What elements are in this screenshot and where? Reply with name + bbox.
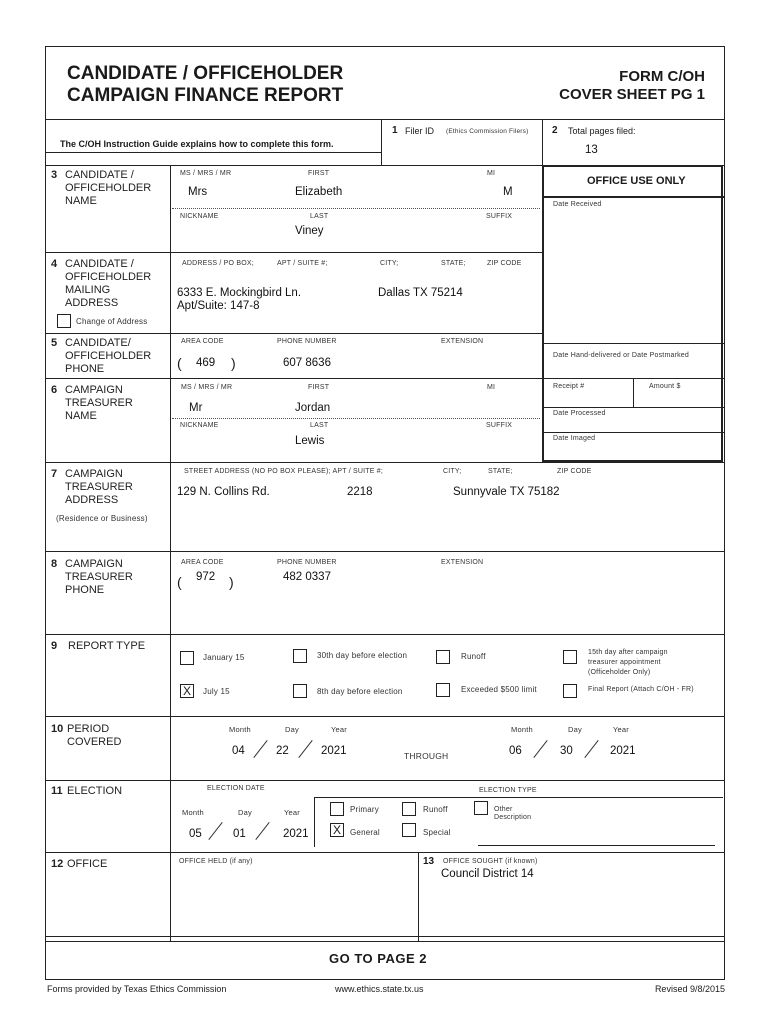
- july15-label: July 15: [203, 687, 230, 696]
- exceeded-checkbox[interactable]: [436, 683, 450, 697]
- receipt-label: Receipt #: [553, 383, 585, 390]
- s10-h-day-from: Day: [285, 725, 299, 734]
- s8-h-ext: EXTENSION: [441, 559, 484, 566]
- s3-prefix[interactable]: Mrs: [188, 186, 208, 198]
- s7-label-2: TREASURER: [65, 481, 133, 493]
- s7-h-zip: ZIP CODE: [557, 468, 592, 475]
- s7-num: 7: [51, 468, 58, 480]
- special-label: Special: [423, 828, 451, 837]
- s6-last[interactable]: Lewis: [295, 435, 325, 447]
- s4-num: 4: [51, 258, 58, 270]
- jan15-label: January 15: [203, 653, 245, 662]
- primary-label: Primary: [350, 805, 379, 814]
- amount-label: Amount $: [649, 383, 681, 390]
- d15-checkbox[interactable]: [563, 650, 577, 664]
- s5-h-phone: PHONE NUMBER: [277, 338, 337, 345]
- period-from-month[interactable]: 04: [232, 745, 245, 757]
- s3-h-mi: MI: [487, 170, 496, 177]
- s10-label-2: COVERED: [67, 736, 122, 748]
- filer-id-sub: (Ethics Commission Filers): [446, 128, 529, 135]
- footer-right: Revised 9/8/2015: [654, 984, 725, 994]
- s3-h-suffix: SUFFIX: [486, 213, 513, 220]
- period-from-year[interactable]: 2021: [321, 745, 347, 757]
- s7-label-3: ADDRESS: [65, 494, 119, 506]
- s4-label-1: CANDIDATE /: [65, 258, 134, 270]
- s4-h-apt: APT / SUITE #;: [277, 260, 328, 267]
- office-use-title: OFFICE USE ONLY: [587, 175, 686, 187]
- period-to-day[interactable]: 30: [560, 745, 573, 757]
- final-label: Final Report (Attach C/OH - FR): [588, 686, 694, 693]
- s5-area[interactable]: 469: [196, 357, 216, 369]
- s8-h-area: AREA CODE: [181, 559, 224, 566]
- s12-h-held: OFFICE HELD (if any): [179, 858, 253, 865]
- s5-h-area: AREA CODE: [181, 338, 224, 345]
- s6-label-3: NAME: [65, 410, 97, 422]
- s7-h-state: STATE;: [488, 468, 513, 475]
- s8-paren-open: (: [177, 574, 182, 590]
- change-of-address-label: Change of Address: [76, 317, 148, 326]
- s7-label-1: CAMPAIGN: [65, 468, 123, 480]
- s5-num: 5: [51, 337, 58, 349]
- filer-id-num: 1: [392, 125, 398, 136]
- other-label-2: Description: [494, 814, 532, 821]
- s11-h-day: Day: [238, 808, 252, 817]
- election-month[interactable]: 05: [189, 828, 202, 840]
- s10-h-day-to: Day: [568, 725, 582, 734]
- s9-label: REPORT TYPE: [68, 640, 146, 652]
- exceeded-label: Exceeded $500 limit: [461, 685, 537, 694]
- form-title-line2: CAMPAIGN FINANCE REPORT: [67, 85, 344, 106]
- s10-h-year-to: Year: [613, 725, 629, 734]
- s12-label: OFFICE: [67, 858, 108, 870]
- s4-h-addr: ADDRESS / PO BOX;: [182, 260, 254, 267]
- primary-checkbox[interactable]: [330, 802, 344, 816]
- s4-addr1[interactable]: 6333 E. Mockingbird Ln.: [177, 287, 302, 299]
- footer-left: Forms provided by Texas Ethics Commission: [47, 984, 227, 994]
- office-sought-value[interactable]: Council District 14: [441, 868, 534, 880]
- s9-num: 9: [51, 640, 58, 652]
- d15-label-2: treasurer appointment: [588, 659, 661, 666]
- s8-h-phone: PHONE NUMBER: [277, 559, 337, 566]
- period-from-day[interactable]: 22: [276, 745, 289, 757]
- s3-h-nickname: NICKNAME: [180, 213, 219, 220]
- date-imaged-label: Date Imaged: [553, 435, 596, 442]
- s11-h-type: ELECTION TYPE: [479, 787, 537, 794]
- general-label: General: [350, 828, 380, 837]
- jan15-checkbox[interactable]: [180, 651, 194, 665]
- s6-num: 6: [51, 384, 58, 396]
- s10-h-year-from: Year: [331, 725, 347, 734]
- go-to-page-2: GO TO PAGE 2: [329, 951, 427, 966]
- d8-label: 8th day before election: [317, 687, 403, 696]
- s8-area[interactable]: 972: [196, 571, 216, 583]
- july15-checkbox[interactable]: X: [180, 684, 194, 698]
- date-hand-label: Date Hand-delivered or Date Postmarked: [553, 352, 689, 359]
- period-to-month[interactable]: 06: [509, 745, 522, 757]
- s3-last[interactable]: Viney: [295, 225, 324, 237]
- d15-label-1: 15th day after campaign: [588, 649, 668, 656]
- s10-label-1: PERIOD: [67, 723, 110, 735]
- s10-num: 10: [51, 723, 64, 735]
- s8-label-2: TREASURER: [65, 571, 133, 583]
- runoff-checkbox[interactable]: [436, 650, 450, 664]
- total-pages-label: Total pages filed:: [568, 126, 636, 136]
- instruction-text: The C/OH Instruction Guide explains how to complete this form.: [60, 139, 334, 149]
- election-day[interactable]: 01: [233, 828, 246, 840]
- s11-h-month: Month: [182, 808, 204, 817]
- s4-city-state-zip[interactable]: Dallas TX 75214: [378, 287, 463, 299]
- s4-h-city: CITY;: [380, 260, 399, 267]
- s3-h-first: FIRST: [308, 170, 330, 177]
- s8-label-1: CAMPAIGN: [65, 558, 123, 570]
- d8-checkbox[interactable]: [293, 684, 307, 698]
- final-checkbox[interactable]: [563, 684, 577, 698]
- special-checkbox[interactable]: [402, 823, 416, 837]
- election-year[interactable]: 2021: [283, 828, 309, 840]
- s7-h-city: CITY;: [443, 468, 462, 475]
- s7-street[interactable]: 129 N. Collins Rd.: [177, 486, 270, 498]
- s3-first[interactable]: Elizabeth: [295, 186, 343, 198]
- runoff-election-checkbox[interactable]: [402, 802, 416, 816]
- s6-h-first: FIRST: [308, 384, 330, 391]
- total-pages-num: 2: [552, 125, 558, 136]
- s3-h-prefix: MS / MRS / MR: [180, 170, 232, 177]
- s5-label-1: CANDIDATE/: [65, 337, 131, 349]
- other-checkbox[interactable]: [474, 801, 488, 815]
- s4-h-state: STATE;: [441, 260, 466, 267]
- form-page-id: COVER SHEET PG 1: [559, 86, 705, 103]
- s6-h-suffix: SUFFIX: [486, 422, 513, 429]
- s4-label-4: ADDRESS: [65, 297, 119, 309]
- s5-paren-open: (: [177, 355, 182, 371]
- s4-h-zip: ZIP CODE: [487, 260, 522, 267]
- s11-label: ELECTION: [67, 785, 123, 797]
- s11-h-year: Year: [284, 808, 300, 817]
- total-pages-value[interactable]: 13: [585, 144, 598, 156]
- period-to-year[interactable]: 2021: [610, 745, 636, 757]
- s3-h-last: LAST: [310, 213, 329, 220]
- s4-label-3: MAILING: [65, 284, 111, 296]
- s6-prefix[interactable]: Mr: [189, 402, 203, 414]
- s12-num: 12: [51, 858, 64, 870]
- s7-note: (Residence or Business): [56, 514, 148, 523]
- s10-h-month-from: Month: [229, 725, 251, 734]
- s6-label-1: CAMPAIGN: [65, 384, 123, 396]
- d30-checkbox[interactable]: [293, 649, 307, 663]
- s4-addr2[interactable]: Apt/Suite: 147-8: [177, 300, 260, 312]
- s3-label-1: CANDIDATE /: [65, 169, 134, 181]
- date-processed-label: Date Processed: [553, 410, 606, 417]
- s8-num: 8: [51, 558, 58, 570]
- s5-h-ext: EXTENSION: [441, 338, 484, 345]
- other-label-1: Other: [494, 806, 513, 813]
- runoff-election-label: Runoff: [423, 805, 448, 814]
- s5-label-3: PHONE: [65, 363, 105, 375]
- s11-num: 11: [51, 785, 63, 797]
- runoff-label: Runoff: [461, 652, 486, 661]
- s5-label-2: OFFICEHOLDER: [65, 350, 152, 362]
- d30-label: 30th day before election: [317, 651, 408, 660]
- s8-label-3: PHONE: [65, 584, 105, 596]
- s6-label-2: TREASURER: [65, 397, 133, 409]
- s7-apt[interactable]: 2218: [347, 486, 373, 498]
- footer-center[interactable]: www.ethics.state.tx.us: [335, 984, 424, 994]
- office-use-box: [542, 165, 723, 462]
- filer-id-label: Filer ID: [405, 126, 434, 136]
- s5-phone[interactable]: 607 8636: [283, 357, 331, 369]
- through-label: THROUGH: [404, 751, 449, 761]
- s11-h-date: ELECTION DATE: [207, 785, 265, 792]
- s6-h-prefix: MS / MRS / MR: [181, 384, 233, 391]
- s8-phone[interactable]: 482 0337: [283, 571, 331, 583]
- s3-label-2: OFFICEHOLDER: [65, 182, 152, 194]
- s6-h-mi: MI: [487, 384, 496, 391]
- s7-city-state-zip[interactable]: Sunnyvale TX 75182: [453, 486, 560, 498]
- s10-h-month-to: Month: [511, 725, 533, 734]
- s13-h-sought: OFFICE SOUGHT (if known): [443, 858, 538, 865]
- s6-first[interactable]: Jordan: [295, 402, 331, 414]
- s7-h-street: STREET ADDRESS (NO PO BOX PLEASE); APT / SUITE #;: [184, 468, 383, 475]
- general-checkbox[interactable]: X: [330, 823, 344, 837]
- s13-num: 13: [423, 856, 435, 867]
- s3-mi[interactable]: M: [503, 186, 513, 198]
- change-of-address-checkbox[interactable]: [57, 314, 71, 328]
- form-title-line1: CANDIDATE / OFFICEHOLDER: [67, 63, 344, 84]
- d15-label-3: (Officeholder Only): [588, 669, 651, 676]
- s6-h-nickname: NICKNAME: [180, 422, 219, 429]
- s3-num: 3: [51, 169, 58, 181]
- s6-h-last: LAST: [310, 422, 329, 429]
- s5-paren-close: ): [231, 355, 236, 371]
- s8-paren-close: ): [229, 574, 234, 590]
- s4-label-2: OFFICEHOLDER: [65, 271, 152, 283]
- form-id: FORM C/OH: [619, 68, 705, 85]
- date-received-label: Date Received: [553, 201, 602, 208]
- s3-label-3: NAME: [65, 195, 97, 207]
